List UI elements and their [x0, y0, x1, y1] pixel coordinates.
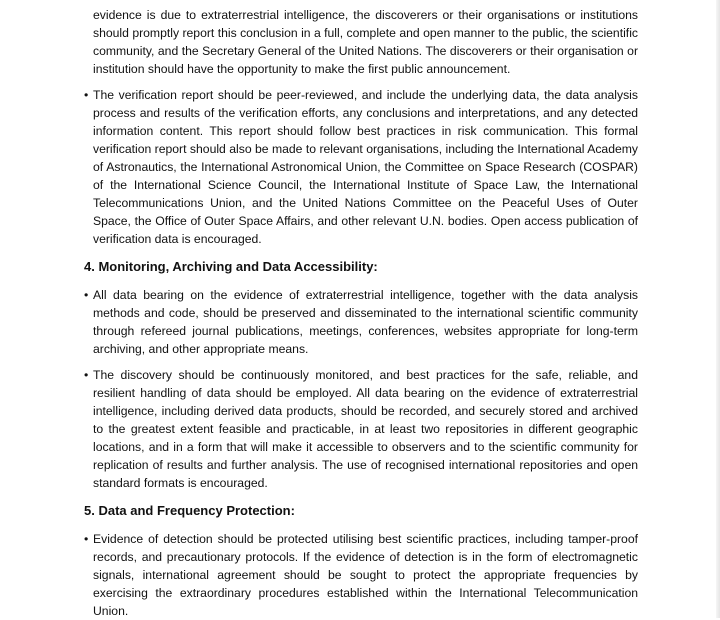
bullet-marker: • — [84, 288, 89, 302]
section-heading-data-protection: 5. Data and Frequency Protection: — [84, 503, 295, 518]
bullet-item-continuous-monitoring — [84, 366, 638, 492]
bullet-text: Evidence of detection should be protected utilising best scientific practices, including tamper-proof records, and precautionary protocols. If the evidence of detection is in the form of electromagnetic signals, international agreement should be sought to protect the appropriate frequencies by exercising the extraordinary procedures established within the International Telecommunication Union. — [93, 532, 638, 618]
intro-paragraph: evidence is due to extraterrestrial intelligence, the discoverers or their organisations or institutions should promptly report this conclusion in a full, complete and open manner to the public, the scientific community, and the Secretary General of the United Nations. The discoverers or their organisation or institution should have the opportunity to make the first public announcement. — [93, 8, 638, 76]
bullet-text: The discovery should be continuously monitored, and best practices for the safe, reliable, and resilient handling of data should be employed. All data bearing on the evidence of extraterrestrial intelligence, including derived data products, should be recorded, and securely stored and archived to the greatest extent feasible and practicable, in at least two repositories in different geographic locations, and in a form that will make it accessible to observers and to the scientific community for replication of results and further analysis. The use of recognised international repositories and open standard formats is encouraged. — [93, 368, 638, 490]
document-body — [84, 6, 638, 620]
bullet-item-data-preservation — [84, 286, 638, 358]
bullet-item-evidence-protection — [84, 530, 638, 620]
section-heading-monitoring: 4. Monitoring, Archiving and Data Accessibility: — [84, 259, 378, 274]
bullet-marker: • — [84, 88, 89, 102]
bullet-marker: • — [84, 368, 89, 382]
bullet-text: All data bearing on the evidence of extraterrestrial intelligence, together with the data analysis methods and code, should be preserved and disseminated to the international scientific community through refereed journal publications, meetings, conferences, websites appropriate for long-term archiving, and other appropriate means. — [93, 288, 638, 356]
bullet-item-verification-report — [84, 86, 638, 248]
bullet-marker: • — [84, 532, 89, 546]
bullet-text: The verification report should be peer-reviewed, and include the underlying data, the data analysis process and results of the verification efforts, any conclusions and interpretations, and any detected information content. This report should follow best practices in risk communication. This formal verification report should also be made to relevant organisations, including the International Academy of Astronautics, the International Astronomical Union, the Committee on Space Research (COSPAR) of the International Science Council, the International Institute of Space Law, the International Telecommunications Union, and the United Nations Committee on the Peaceful Uses of Outer Space, the Office of Outer Space Affairs, and other relevant U.N. bodies. Open access publication of verification data is encouraged. — [93, 88, 638, 246]
page-edge-shadow — [716, 0, 720, 618]
